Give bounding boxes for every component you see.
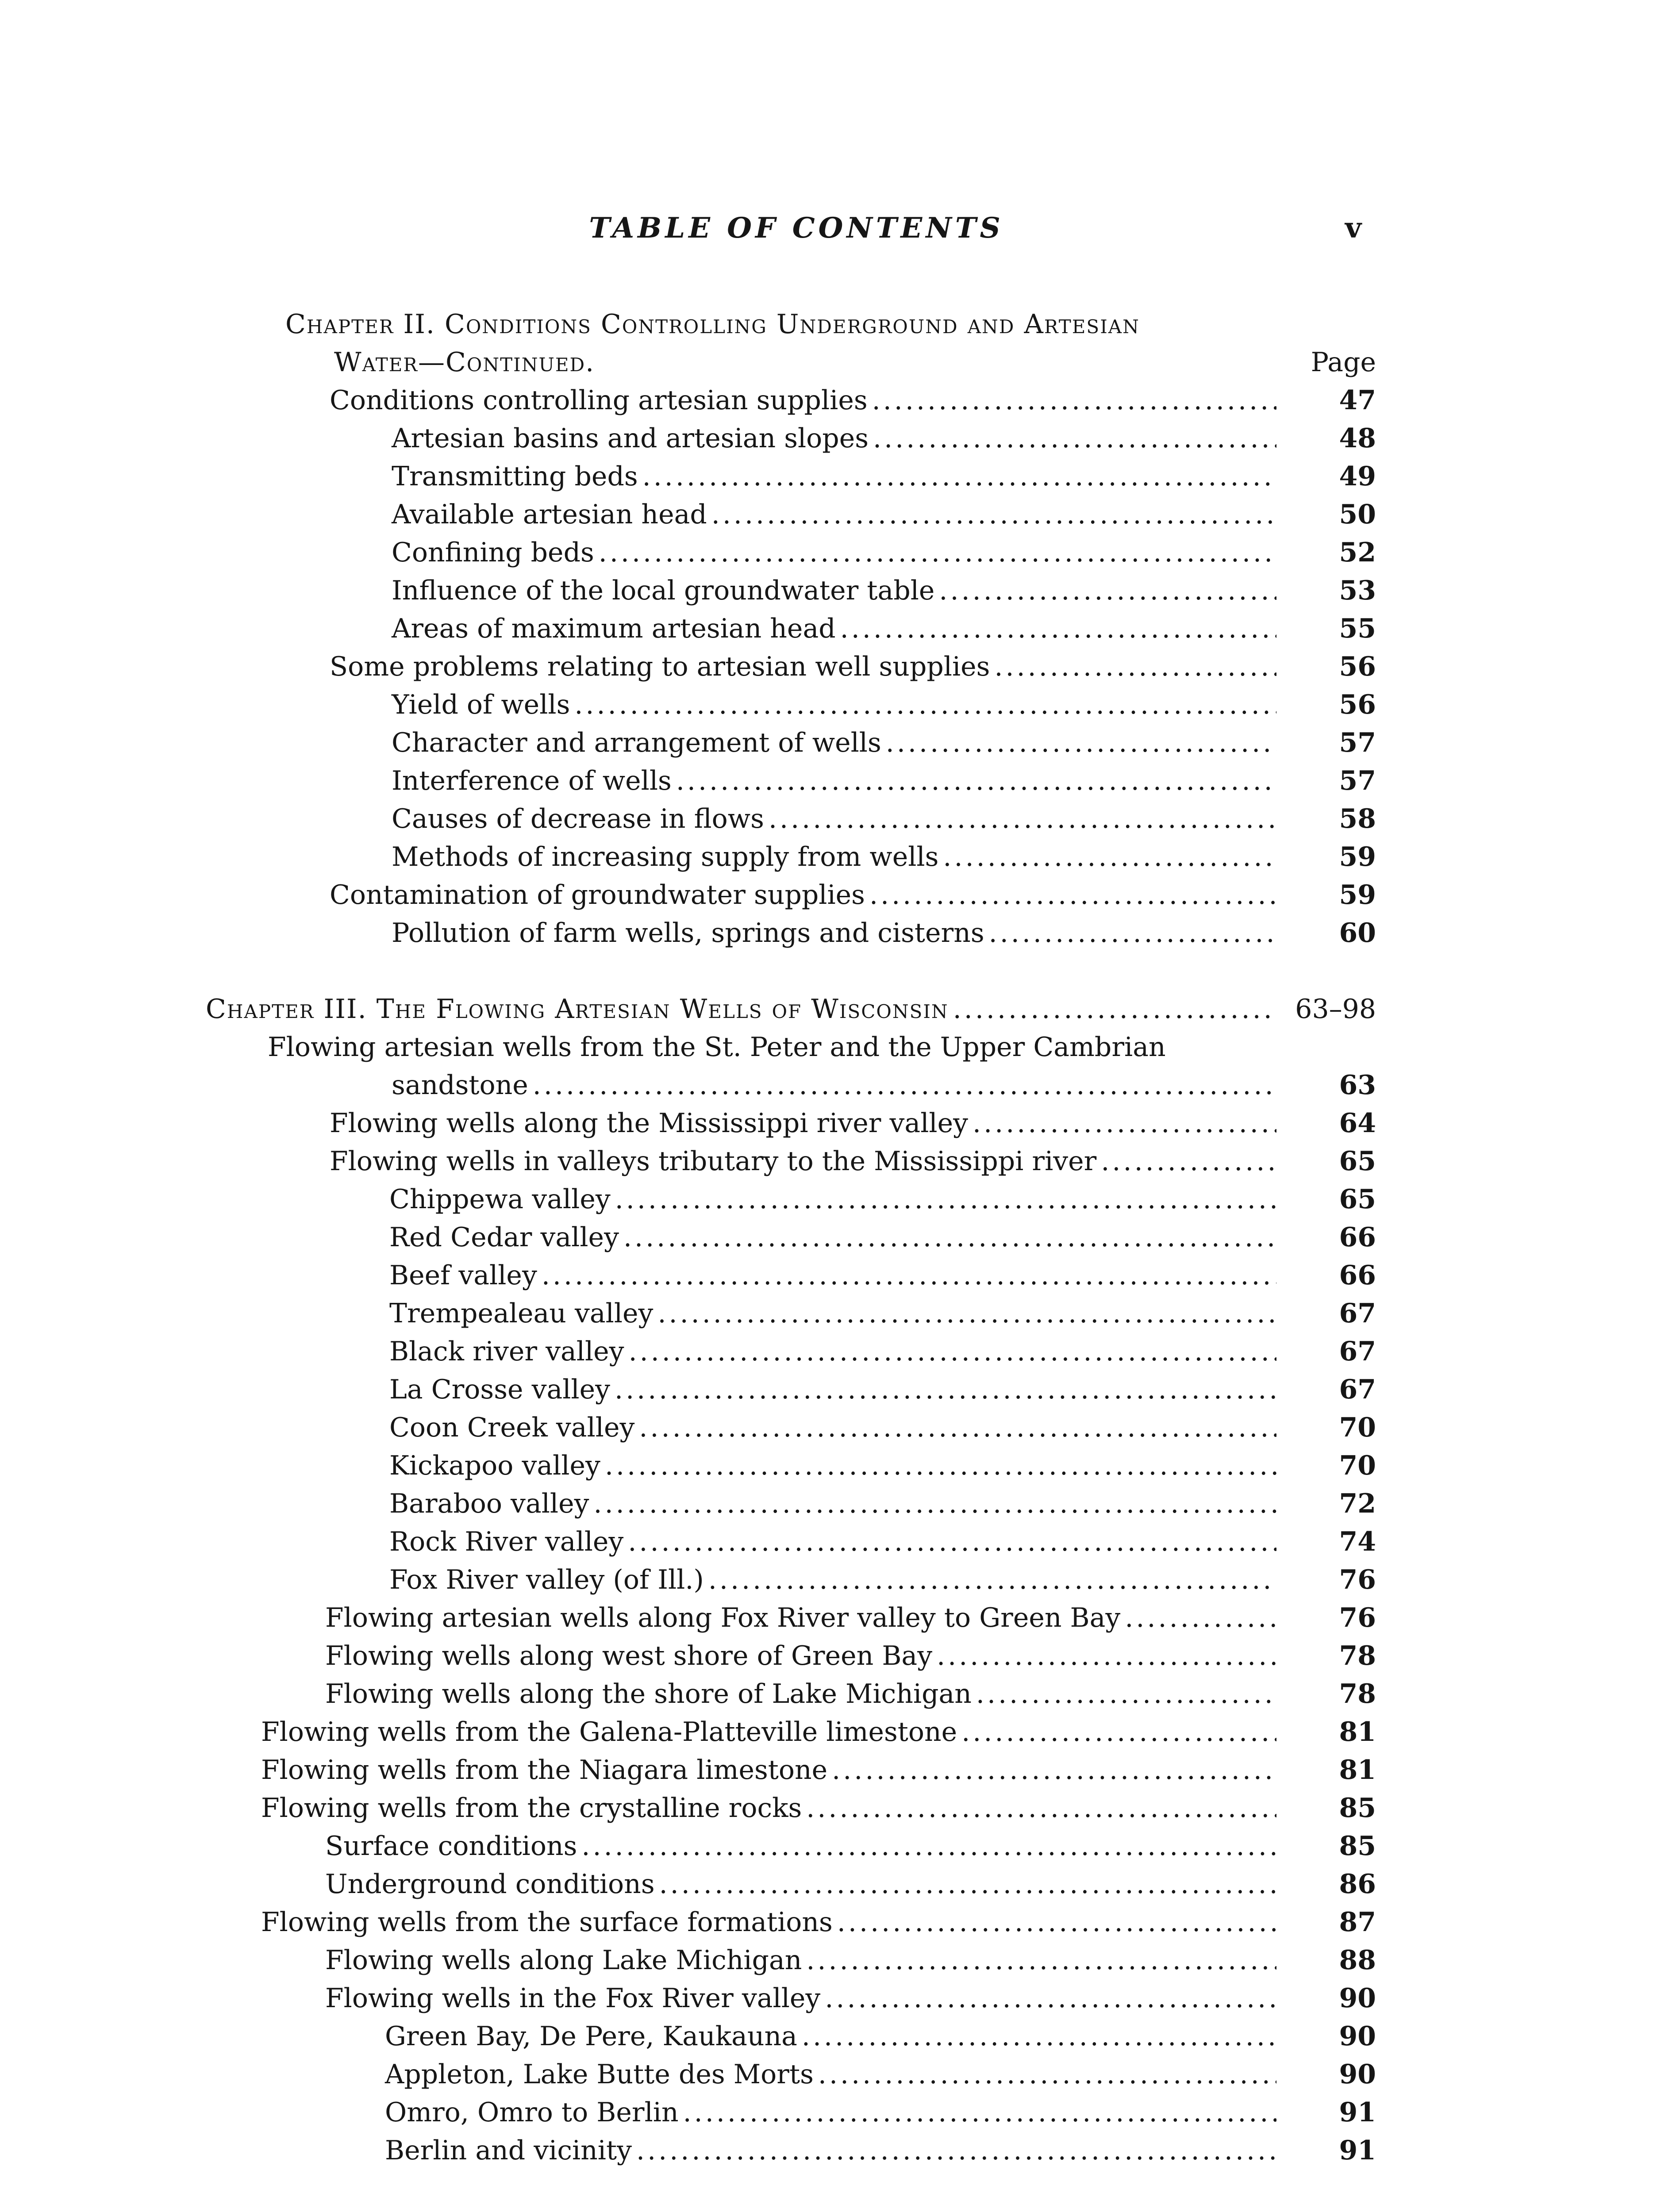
toc-entry-title: Causes of decrease in flows [392,803,764,834]
dot-leader [623,1218,1276,1256]
page-numeral: v [1345,211,1362,245]
toc-entry-page: 81 [1339,1717,1376,1747]
toc-entry-title: Flowing wells from the surface formations [261,1907,833,1938]
toc-entry-page: 66 [1339,1260,1376,1291]
dot-leader [989,914,1276,952]
toc-entry[interactable] [389,1333,1281,1371]
dot-leader [806,1789,1276,1827]
toc-entry-title: Green Bay, De Pere, Kaukauna [385,2021,797,2052]
toc-entry-title: Rock River valley [389,1526,624,1557]
toc-entry-title: Some problems relating to artesian well supplies [330,651,990,682]
toc-entry[interactable] [389,1256,1281,1294]
toc-entry-page: 78 [1339,1678,1376,1709]
dot-leader [615,1180,1276,1218]
dot-leader [594,1485,1277,1523]
dot-leader [642,457,1276,495]
toc-entry-title: Beef valley [389,1260,537,1291]
chapter-2-heading-continued: Water—Continued. [334,347,595,378]
toc-entry-title: Trempealeau valley [389,1298,653,1329]
page-title: TABLE OF CONTENTS [589,211,1004,245]
dot-leader [873,419,1276,457]
toc-entry-title: Flowing wells along west shore of Green Bay [325,1640,933,1671]
dot-leader [1125,1599,1276,1637]
toc-entry[interactable] [330,876,1281,914]
toc-entry-title: Kickapoo valley [389,1450,600,1481]
toc-entry-title: Baraboo valley [389,1488,589,1519]
toc-entry-page: 70 [1339,1450,1376,1481]
toc-entry-page: 50 [1339,499,1376,530]
toc-entry-page: 64 [1339,1108,1376,1139]
dot-leader [832,1751,1276,1789]
toc-entry-title: Yield of wells [392,689,570,720]
toc-entry-page: 87 [1339,1907,1376,1938]
toc-entry-title: Chippewa valley [389,1184,611,1215]
toc-entry-page: 55 [1339,613,1376,644]
toc-entry-title: Coon Creek valley [389,1412,635,1443]
dot-leader [806,1941,1276,1979]
dot-leader [802,2017,1276,2055]
dot-leader [533,1066,1276,1104]
toc-entry-page: 85 [1339,1793,1376,1824]
toc-entry[interactable] [325,1599,1281,1637]
toc-entry[interactable] [325,1979,1281,2017]
toc-entry-title: Influence of the local groundwater table [392,575,935,606]
toc-entry[interactable] [389,1180,1281,1218]
toc-entry[interactable] [325,1865,1281,1903]
toc-entry-title: Flowing artesian wells along Fox River valley to Green Bay [325,1602,1121,1633]
dot-leader [994,648,1276,686]
dot-leader [943,838,1276,876]
toc-entry[interactable] [389,1294,1281,1333]
dot-leader [937,1637,1276,1675]
toc-entry[interactable] [392,610,1281,648]
toc-entry-page: 76 [1339,1564,1376,1595]
toc-entry[interactable] [261,1713,1281,1751]
dot-leader [976,1675,1276,1713]
toc-entry-title: Flowing wells from the crystalline rocks [261,1793,802,1824]
toc-entry-title: Flowing wells in the Fox River valley [325,1983,821,2014]
toc-entry[interactable] [330,1104,1281,1142]
toc-entry-page: 72 [1339,1488,1376,1519]
dot-leader [542,1256,1276,1294]
toc-entry[interactable] [389,1523,1281,1561]
toc-entry-page: 56 [1339,689,1376,720]
toc-entry[interactable] [392,686,1281,724]
toc-entry-page: 85 [1339,1831,1376,1862]
toc-entry-page: 90 [1339,2059,1376,2090]
toc-entry-title: Available artesian head [392,499,707,530]
dot-leader [711,495,1276,534]
dot-leader [581,1827,1276,1865]
dot-leader [973,1104,1276,1142]
toc-entry-page: 58 [1339,803,1376,834]
toc-entry-page: 67 [1339,1336,1376,1367]
toc-entry-page: 60 [1339,918,1376,949]
toc-entry-page: 70 [1339,1412,1376,1443]
toc-entry-page: 47 [1339,385,1376,416]
toc-entry[interactable] [392,419,1281,457]
toc-entry-title: Contamination of groundwater supplies [330,879,865,910]
toc-entry-title: Flowing wells in valleys tributary to the Mississippi river [330,1146,1097,1177]
dot-leader [825,1979,1276,2017]
toc-entry-page: 52 [1339,537,1376,568]
dot-leader [615,1371,1276,1409]
page-column-label: Page [1311,347,1376,378]
toc-entry-page: 49 [1339,461,1376,492]
toc-entry[interactable] [261,1751,1281,1789]
dot-leader [708,1561,1276,1599]
toc-entry[interactable] [392,800,1281,838]
toc-entry-page: 67 [1339,1298,1376,1329]
toc-entry[interactable] [389,1371,1281,1409]
toc-entry[interactable] [389,1447,1281,1485]
toc-entry-title: Appleton, Lake Butte des Morts [385,2059,814,2090]
toc-entry[interactable] [392,495,1281,534]
dot-leader [574,686,1276,724]
toc-entry-page: 90 [1339,2021,1376,2052]
dot-leader [657,1294,1276,1333]
toc-entry[interactable] [385,2093,1281,2131]
toc-entry-title: Interference of wells [392,765,672,796]
toc-entry-page: 91 [1339,2097,1376,2128]
chapter-2-heading: Chapter II. Conditions Controlling Underground and Artesian [285,309,1140,340]
toc-entry-title: La Crosse valley [389,1374,611,1405]
dot-leader [629,1333,1276,1371]
dot-leader [605,1447,1276,1485]
toc-entry[interactable] [385,2131,1281,2170]
toc-entry-lead-line: Flowing artesian wells from the St. Peter and the Upper Cambrian [268,1032,1166,1063]
toc-entry-title: Red Cedar valley [389,1222,619,1253]
toc-entry-page: 81 [1339,1755,1376,1786]
toc-entry-page: 53 [1339,575,1376,606]
toc-entry[interactable] [392,572,1281,610]
toc-entry-page: 57 [1339,765,1376,796]
toc-entry-page: 76 [1339,1602,1376,1633]
toc-entry-page: 86 [1339,1869,1376,1900]
toc-entry-title: sandstone [392,1070,528,1101]
toc-entry-page: 88 [1339,1945,1376,1976]
toc-entry[interactable] [330,1142,1281,1180]
toc-entry-title: Areas of maximum artesian head [392,613,836,644]
dot-leader [939,572,1276,610]
dot-leader [953,990,1276,1028]
toc-entry[interactable] [325,1827,1281,1865]
chapter-3-heading[interactable] [206,990,1281,1028]
toc-entry-page: 59 [1339,879,1376,910]
toc-entry-page: 48 [1339,423,1376,454]
toc-entry-page: 56 [1339,651,1376,682]
toc-entry-page: 91 [1339,2135,1376,2166]
toc-entry[interactable] [330,381,1281,419]
toc-entry-title: Flowing wells from the Galena-Platteville limestone [261,1717,957,1747]
toc-entry-page: 65 [1339,1146,1376,1177]
toc-entry-title: Confining beds [392,537,594,568]
toc-entry[interactable] [389,1218,1281,1256]
toc-entry-page: 78 [1339,1640,1376,1671]
toc-entry[interactable] [261,1903,1281,1941]
toc-entry[interactable] [389,1485,1281,1523]
toc-entry[interactable] [261,1789,1281,1827]
dot-leader [769,800,1276,838]
dot-leader [818,2055,1276,2093]
toc-entry-title: Surface conditions [325,1831,577,1862]
toc-entry-page: 90 [1339,1983,1376,2014]
dot-leader [840,610,1276,648]
dot-leader [599,534,1276,572]
toc-entry[interactable] [392,724,1281,762]
toc-entry-title: Methods of increasing supply from wells [392,841,939,872]
toc-entry-title: Flowing wells from the Niagara limestone [261,1755,828,1786]
toc-entry-title: Artesian basins and artesian slopes [392,423,869,454]
toc-entry[interactable] [392,457,1281,495]
toc-entry[interactable] [325,1675,1281,1713]
toc-entry[interactable] [330,648,1281,686]
toc-entry-title: Underground conditions [325,1869,655,1900]
toc-entry-title: Flowing wells along Lake Michigan [325,1945,802,1976]
chapter-3-heading-title: Chapter III. The Flowing Artesian Wells of Wisconsin [206,994,949,1025]
toc-entry-title: Flowing wells along the Mississippi river valley [330,1108,968,1139]
chapter-3-pages: 63–98 [1295,994,1376,1025]
toc-entry-page: 65 [1339,1184,1376,1215]
toc-entry-page: 67 [1339,1374,1376,1405]
toc-entry-page: 57 [1339,727,1376,758]
dot-leader [837,1903,1276,1941]
toc-entry-title: Character and arrangement of wells [392,727,881,758]
dot-leader [683,2093,1276,2131]
toc-entry[interactable] [392,838,1281,876]
toc-entry-title: Conditions controlling artesian supplies [330,385,868,416]
toc-entry[interactable] [392,762,1281,800]
dot-leader [872,381,1276,419]
dot-leader [961,1713,1276,1751]
toc-entry-page: 59 [1339,841,1376,872]
toc-entry[interactable] [392,1066,1281,1104]
toc-entry[interactable] [389,1409,1281,1447]
toc-entry-page: 63 [1339,1070,1376,1101]
toc-entry[interactable] [385,2017,1281,2055]
toc-entry[interactable] [385,2055,1281,2093]
dot-leader [886,724,1276,762]
toc-entry-page: 74 [1339,1526,1376,1557]
toc-entry-title: Flowing wells along the shore of Lake Michigan [325,1678,972,1709]
toc-entry[interactable] [389,1561,1281,1599]
toc-entry[interactable] [325,1941,1281,1979]
toc-entry-title: Fox River valley (of Ill.) [389,1564,704,1595]
toc-entry-title: Berlin and vicinity [385,2135,632,2166]
dot-leader [676,762,1276,800]
toc-entry-title: Black river valley [389,1336,624,1367]
toc-entry-title: Pollution of farm wells, springs and cisterns [392,918,984,949]
toc-entry-page: 66 [1339,1222,1376,1253]
toc-entry-title: Transmitting beds [392,461,638,492]
toc-entry-title: Omro, Omro to Berlin [385,2097,679,2128]
toc-entry[interactable] [392,914,1281,952]
dot-leader [639,1409,1276,1447]
dot-leader [1101,1142,1276,1180]
dot-leader [659,1865,1276,1903]
dot-leader [636,2131,1276,2170]
dot-leader [869,876,1276,914]
toc-entry[interactable] [325,1637,1281,1675]
dot-leader [628,1523,1276,1561]
toc-entry[interactable] [392,534,1281,572]
